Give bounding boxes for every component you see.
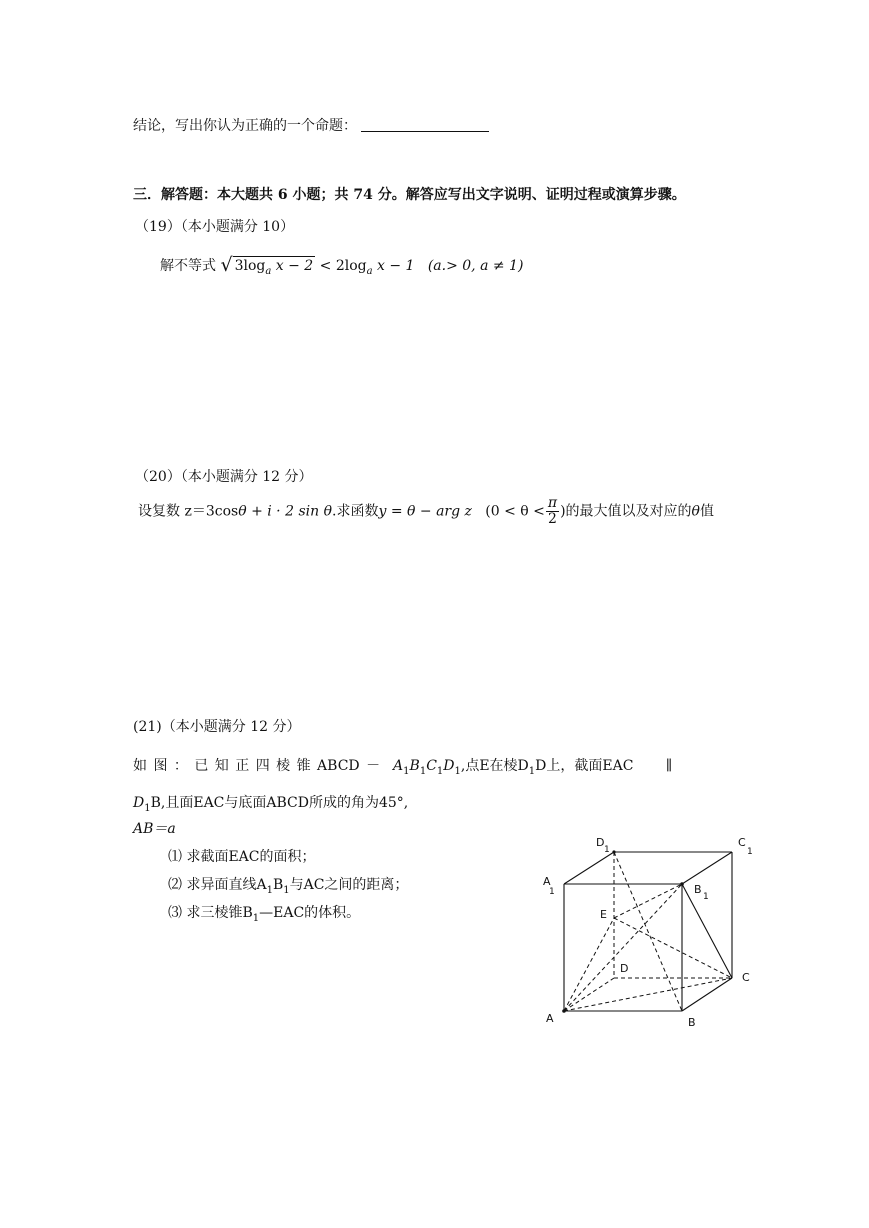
q19-lead: 解不等式 — [160, 258, 216, 274]
label-b: B — [688, 1016, 696, 1029]
q19-rhs: < 2log — [315, 258, 367, 274]
section-header: 三．解答题：本大题共 6 小题；共 74 分。解答应写出文字说明、证明过程或演算步骤。 — [133, 187, 686, 203]
edge-a1-d1 — [564, 852, 614, 884]
q19-condition: (a.> 0, a ≠ 1) — [427, 258, 524, 274]
label-c1-sub: 1 — [747, 847, 753, 857]
intro-text: 结论，写出你认为正确的一个命题： — [133, 118, 357, 134]
q20-problem: 设复数 z＝3cosθ + i · 2 sin θ.求函数y = θ − arg z (0 < θ < $\frac{\pi}{2}$ )的最大值以及对应的θ值 — [138, 495, 714, 527]
label-a1: A — [543, 875, 551, 888]
hidden-a-d — [564, 978, 614, 1011]
hidden-d1-b — [614, 852, 682, 1011]
vertex-d1-dot — [612, 850, 615, 853]
q21-line3: AB＝a — [133, 821, 176, 837]
q21-line2: $D_1B$,且面EAC与底面ABCD所成的角为45°, — [133, 795, 409, 814]
label-b1: B — [694, 883, 702, 896]
label-a: A — [546, 1012, 554, 1025]
hidden-a-b1 — [564, 884, 682, 1011]
pi-over-2: $\frac{\pi}{2}$ — [547, 495, 558, 527]
hidden-a-e — [564, 918, 614, 1011]
vertex-b1-dot — [680, 882, 684, 886]
label-d1-sub: 1 — [604, 845, 610, 855]
q19-title: （19）（本小题满分 10） — [135, 219, 295, 235]
hidden-e-b1 — [614, 884, 682, 918]
radical-sign: √ — [220, 254, 233, 276]
q20-title: （20）（本小题满分 12 分） — [135, 469, 313, 485]
q19-inequality: 解不等式 √ $3\log_a$ $x - 2 < 2\log_a$ x − 1 (a.> 0, a ≠ 1) — [160, 254, 523, 281]
edge-c1-b1 — [682, 852, 732, 884]
label-c1: C — [738, 836, 746, 849]
q21-line1: 如 图 ： 已 知 正 四 棱 锥 ABCD － $A_1B_1C_1D_1$,点E在棱$D_1D$上，截面EAC ∥ — [133, 758, 673, 777]
edge-b-c — [682, 978, 732, 1011]
q21-item3: ⑶ 求三棱锥$B_1—EAC$的体积。 — [168, 905, 361, 924]
label-d: D — [620, 962, 629, 975]
label-e: E — [600, 908, 607, 921]
label-c: C — [742, 971, 750, 984]
q21-title: (21)（本小题满分 12 分） — [133, 719, 301, 735]
label-b1-sub: 1 — [703, 892, 709, 902]
q21-item1: ⑴ 求截面EAC的面积； — [168, 849, 316, 865]
hidden-e-c — [614, 918, 732, 978]
q19-radicand: $3\log_a$ x − 2 — [233, 256, 316, 281]
vertex-a-dot — [562, 1009, 566, 1013]
q21-item2: ⑵ 求异面直线$A_1B_1$与AC之间的距离； — [168, 877, 409, 896]
label-d1: D — [596, 836, 605, 849]
label-a1-sub: 1 — [549, 887, 555, 897]
